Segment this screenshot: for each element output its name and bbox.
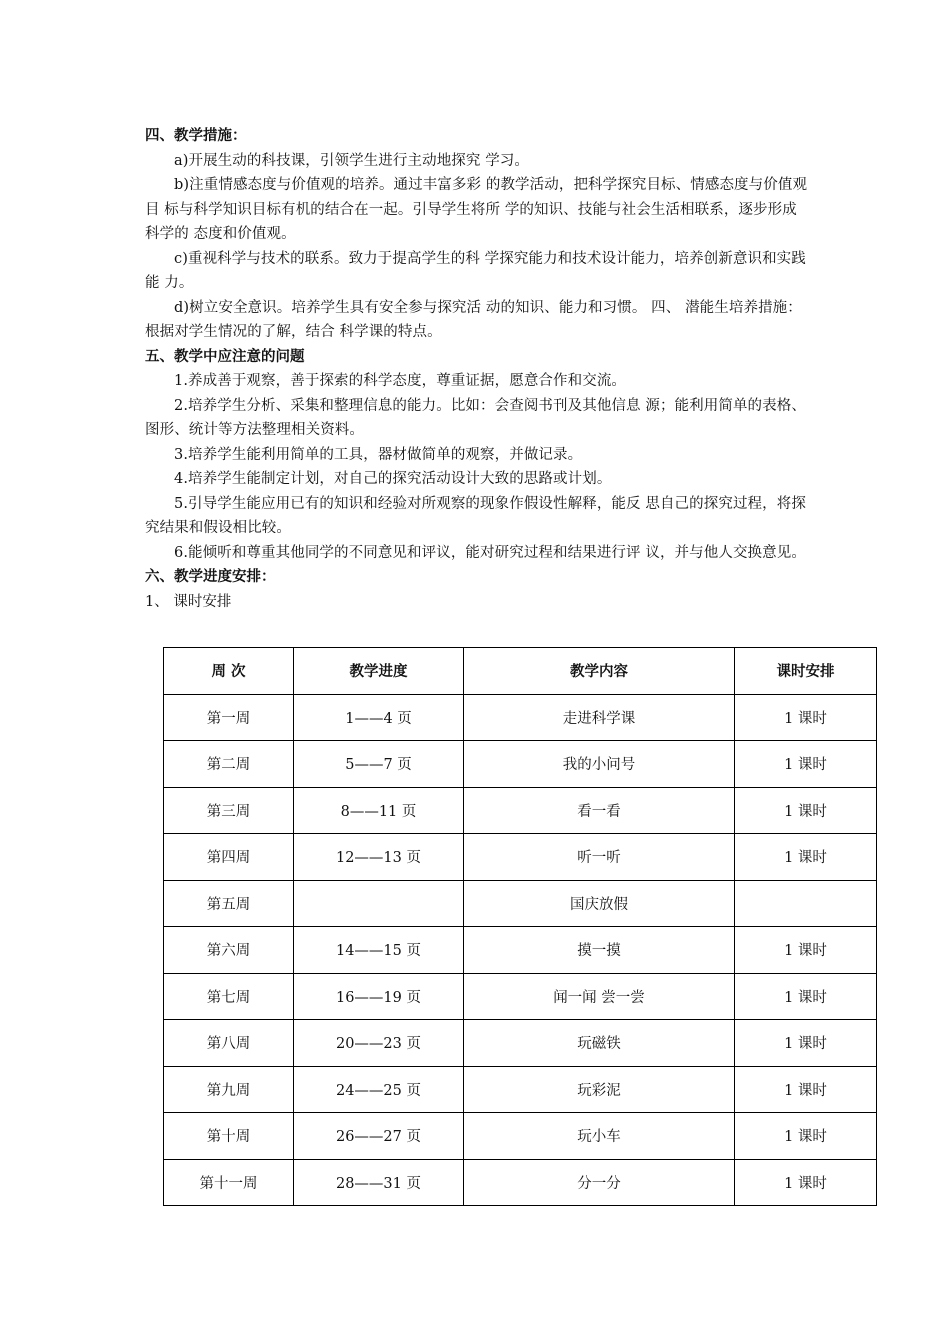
- cell-hours: 1 课时: [735, 973, 877, 1020]
- table-header-row: [164, 648, 877, 695]
- document-body: [145, 124, 810, 614]
- paragraph: d)树立安全意识。培养学生具有安全参与探究活 动的知识、能力和习惯。 四、 潜能生培养措施：根据对学生情况的了解，结合 科学课的特点。: [145, 299, 802, 340]
- cell-hours: 1 课时: [735, 741, 877, 788]
- paragraph: 2.培养学生分析、采集和整理信息的能力。比如：会查阅书刊及其他信息 源；能利用简单的表格、图形、统计等方法整理相关资料。: [145, 397, 806, 438]
- paragraph: 5.引导学生能应用已有的知识和经验对所观察的现象作假设性解释，能反 思自己的探究过程，将探究结果和假设相比较。: [145, 495, 806, 536]
- section-heading-measures: 四、教学措施：: [145, 128, 247, 144]
- cell-week: 第七周: [164, 973, 294, 1020]
- cell-progress: [294, 880, 464, 927]
- table-row: [164, 694, 877, 741]
- column-header-content: 教学内容: [464, 648, 735, 695]
- paragraph: c)重视科学与技术的联系。致力于提高学生的科 学探究能力和技术设计能力，培养创新意识和实践能 力。: [145, 250, 806, 291]
- cell-hours: 1 课时: [735, 694, 877, 741]
- paragraph: 4.培养学生能制定计划，对自己的探究活动设计大致的思路或计划。: [174, 471, 612, 487]
- cell-hours: 1 课时: [735, 1020, 877, 1067]
- cell-progress: 8——11 页: [294, 787, 464, 834]
- cell-week: 第六周: [164, 927, 294, 974]
- paragraph: 6.能倾听和尊重其他同学的不同意见和评议，能对研究过程和结果进行评 议，并与他人交换意见。: [174, 544, 806, 561]
- section-heading-schedule: 六、教学进度安排：: [145, 569, 276, 585]
- cell-hours: 1 课时: [735, 1113, 877, 1160]
- cell-hours: 1 课时: [735, 1159, 877, 1206]
- cell-content: 闻一闻 尝一尝: [464, 973, 735, 1020]
- cell-hours: 1 课时: [735, 834, 877, 881]
- table-row: [164, 927, 877, 974]
- cell-content: 国庆放假: [464, 880, 735, 927]
- paragraph: 3.培养学生能利用简单的工具，器材做简单的观察，并做记录。: [174, 446, 583, 463]
- cell-content: 我的小问号: [464, 741, 735, 788]
- cell-hours: [735, 880, 877, 927]
- table-row: [164, 1066, 877, 1113]
- table-row: [164, 1113, 877, 1160]
- cell-progress: 12——13 页: [294, 834, 464, 881]
- cell-progress: 26——27 页: [294, 1113, 464, 1160]
- cell-hours: 1 课时: [735, 1066, 877, 1113]
- table-row: [164, 880, 877, 927]
- table-row: [164, 1020, 877, 1067]
- paragraph: a)开展生动的科技课，引领学生进行主动地探究 学习。: [174, 152, 530, 169]
- schedule-table: [163, 647, 877, 1206]
- cell-week: 第三周: [164, 787, 294, 834]
- cell-week: 第五周: [164, 880, 294, 927]
- cell-content: 走进科学课: [464, 694, 735, 741]
- cell-week: 第四周: [164, 834, 294, 881]
- column-header-hours: 课时安排: [735, 648, 877, 695]
- table-row: [164, 787, 877, 834]
- subsection-label: 1、 课时安排: [145, 593, 232, 610]
- cell-content: 分一分: [464, 1159, 735, 1206]
- cell-content: 玩彩泥: [464, 1066, 735, 1113]
- cell-hours: 1 课时: [735, 787, 877, 834]
- cell-progress: 24——25 页: [294, 1066, 464, 1113]
- cell-progress: 16——19 页: [294, 973, 464, 1020]
- cell-week: 第九周: [164, 1066, 294, 1113]
- table-row: [164, 741, 877, 788]
- cell-content: 摸一摸: [464, 927, 735, 974]
- cell-content: 看一看: [464, 787, 735, 834]
- paragraph: 1.养成善于观察，善于探索的科学态度，尊重证据，愿意合作和交流。: [174, 373, 627, 389]
- column-header-progress: 教学进度: [294, 648, 464, 695]
- cell-hours: 1 课时: [735, 927, 877, 974]
- cell-progress: 20——23 页: [294, 1020, 464, 1067]
- cell-week: 第二周: [164, 741, 294, 788]
- table-row: [164, 1159, 877, 1206]
- cell-content: 玩小车: [464, 1113, 735, 1160]
- cell-week: 第十一周: [164, 1159, 294, 1206]
- cell-content: 玩磁铁: [464, 1020, 735, 1067]
- table-row: [164, 973, 877, 1020]
- cell-week: 第十周: [164, 1113, 294, 1160]
- cell-content: 听一听: [464, 834, 735, 881]
- section-heading-attention: 五、教学中应注意的问题: [145, 348, 305, 365]
- table-row: [164, 834, 877, 881]
- paragraph: b)注重情感态度与价值观的培养。通过丰富多彩 的教学活动，把科学探究目标、情感态度与价值观目 标与科学知识目标有机的结合在一起。引导学生将所 学的知识、技能与社会生活相联系，逐步形成科学的 态度和价值观。: [145, 177, 808, 242]
- cell-week: 第八周: [164, 1020, 294, 1067]
- column-header-week: 周 次: [164, 648, 294, 695]
- cell-progress: 14——15 页: [294, 927, 464, 974]
- cell-progress: 1——4 页: [294, 694, 464, 741]
- cell-week: 第一周: [164, 694, 294, 741]
- cell-progress: 5——7 页: [294, 741, 464, 788]
- cell-progress: 28——31 页: [294, 1159, 464, 1206]
